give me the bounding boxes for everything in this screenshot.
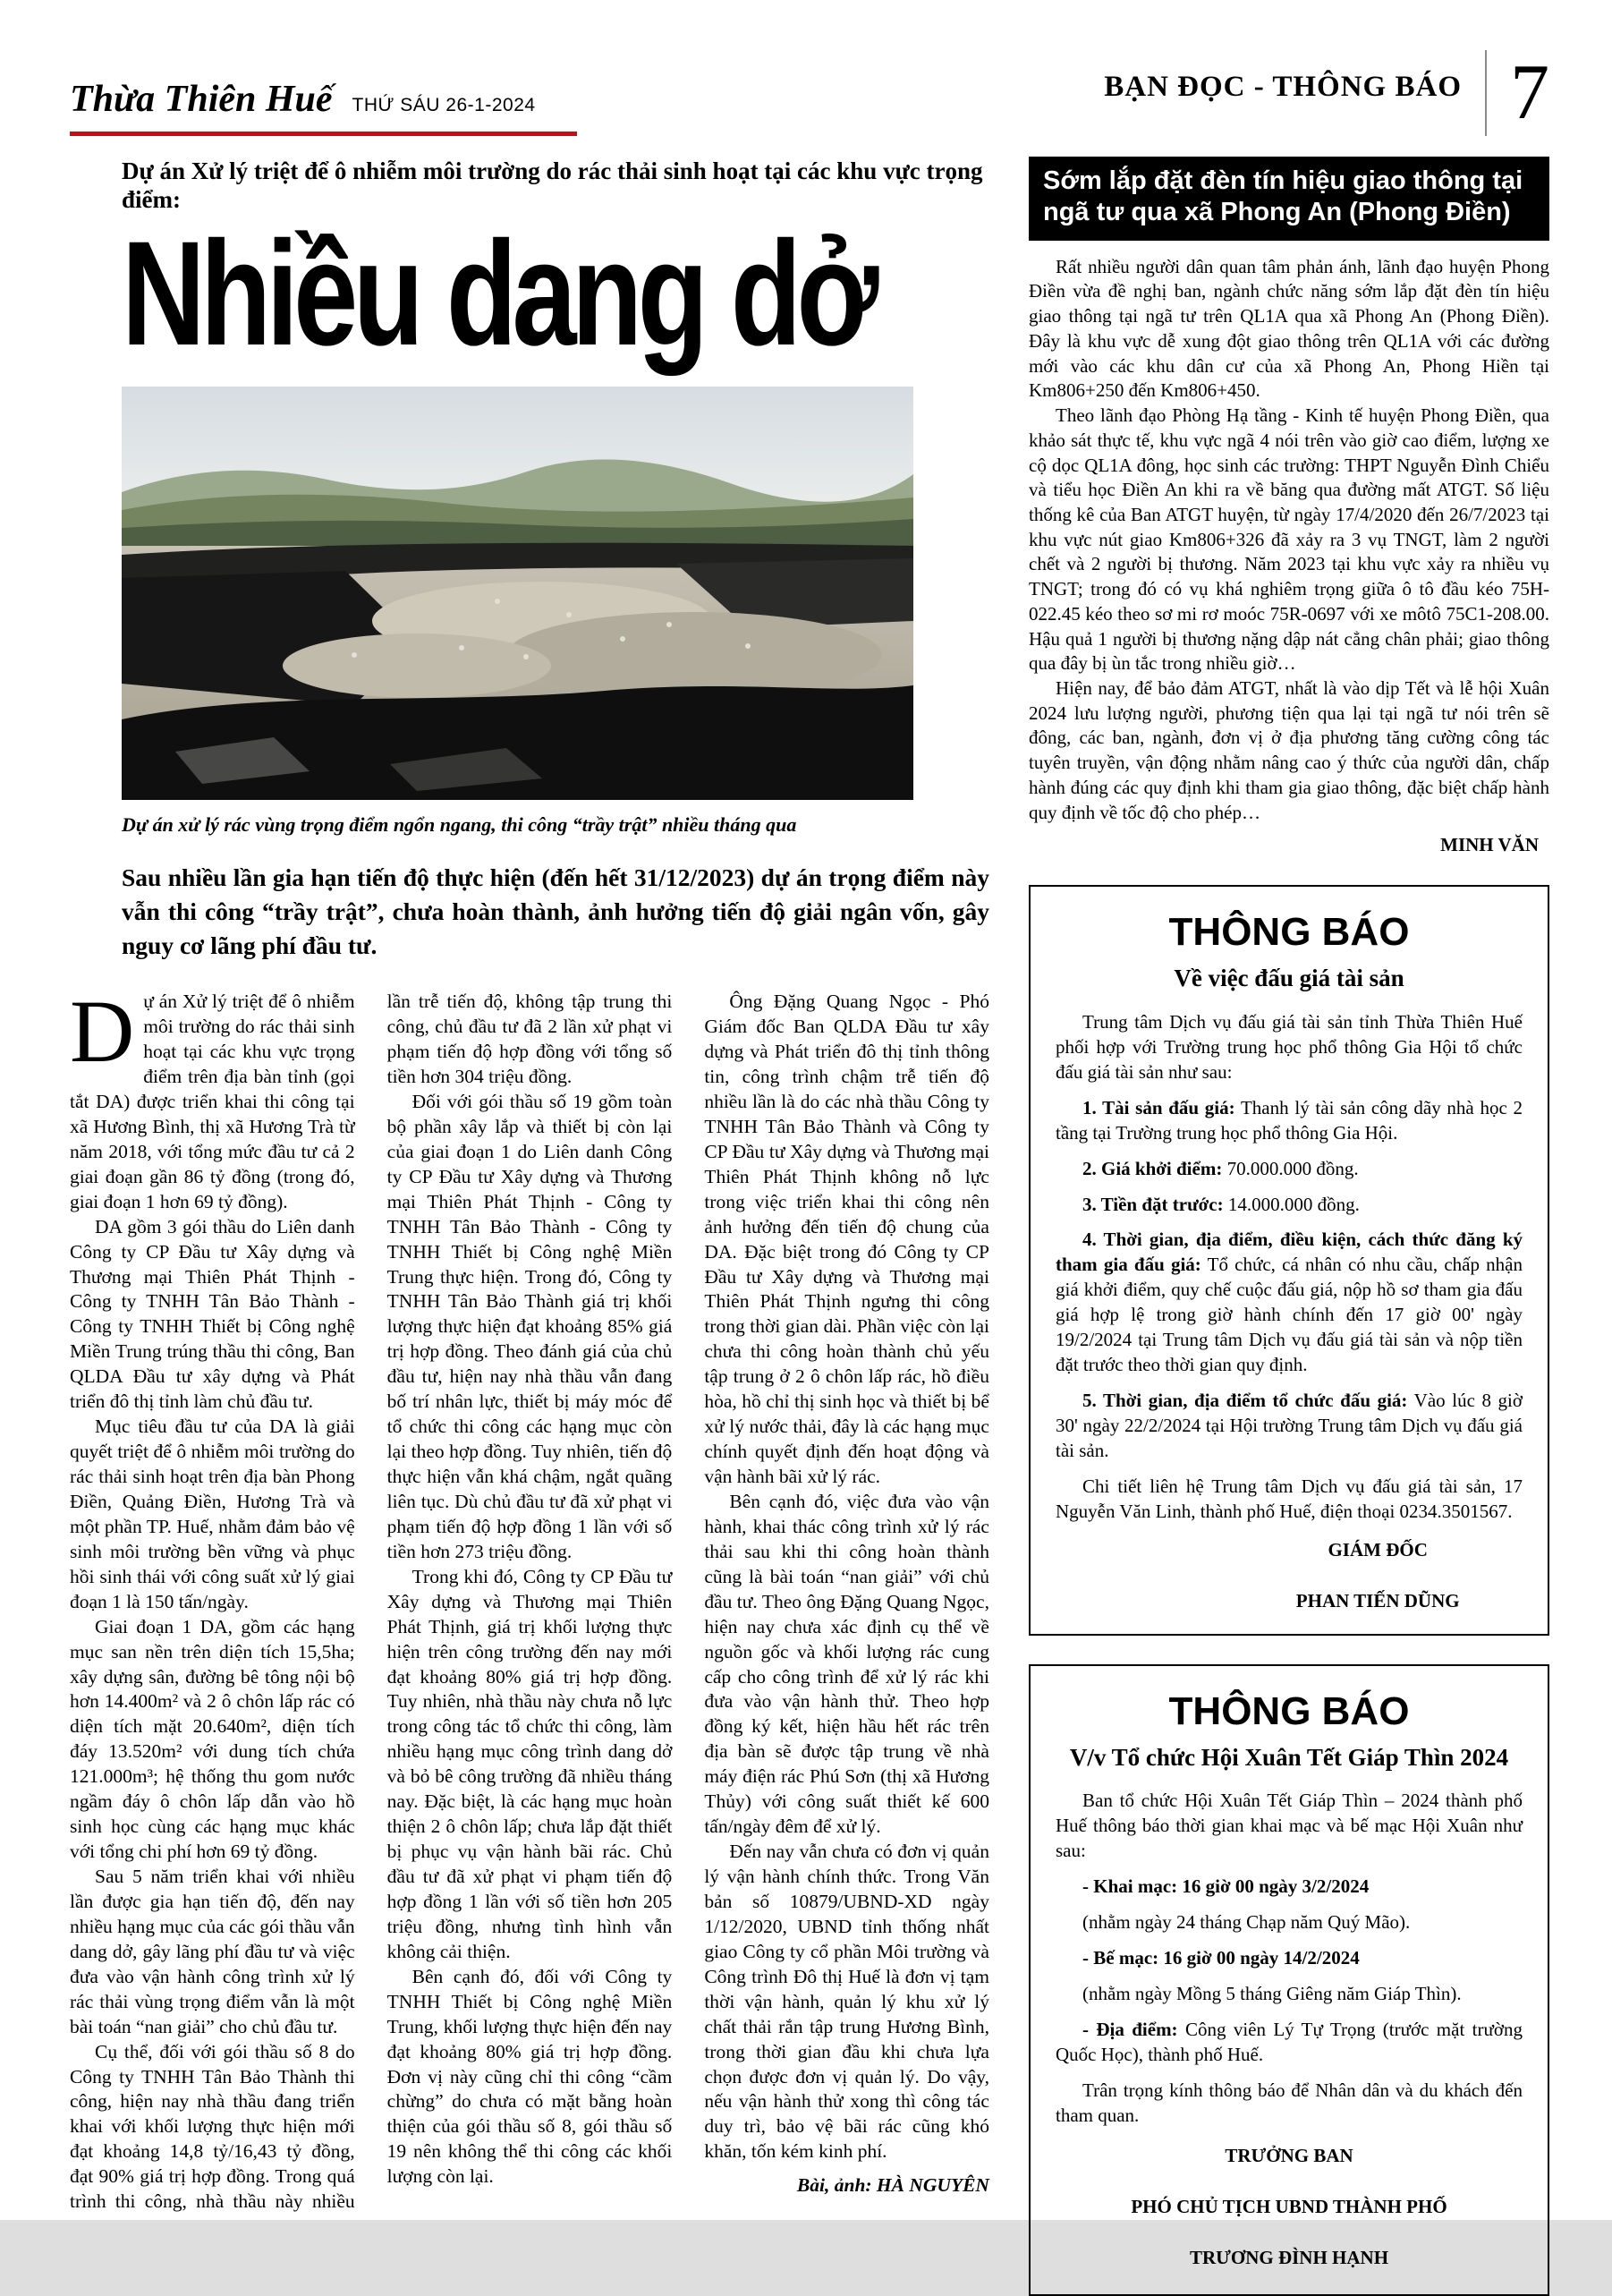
- masthead-block: [70, 78, 577, 136]
- notice-item-text: 70.000.000 đồng.: [1226, 1157, 1359, 1179]
- signature-name: TRƯƠNG ĐÌNH HẠNH: [1189, 2246, 1389, 2268]
- auction-signature-block: [1233, 1539, 1523, 1612]
- issue-date: THỨ SÁU 26-1-2024: [352, 95, 536, 115]
- masthead: Thừa Thiên Huế: [70, 79, 333, 120]
- body-paragraph: Đối với gói thầu số 19 gồm toàn bộ phần xây lắp và thiết bị còn lại của giai đoạn 1 do Liên danh Công ty CP Đầu tư Xây dựng và Thương mại Thiên Phát Thịnh - Công ty TNHH Tân Bảo Thành - Công ty TNHH Thiết bị Công nghệ Miền Trung thực hiện. Trong đó, Công ty TNHH Tân Bảo Thành giá trị khối lượng thực hiện đạt khoảng 85% giá trị hợp đồng. Theo đánh giá của chủ đầu tư, hiện nay nhà thầu vẫn đang bố trí nhân lực, thiết bị máy móc để tổ chức thi công các hạng mục còn lại theo hợp đồng. Tuy nhiên, tiến độ thực hiện vẫn khá chậm, ngắt quãng liên tục. Dù chủ đầu tư đã xử phạt vi phạm tiến độ hợp đồng 1 lần với số tiền hơn 273 triệu đồng.: [386, 1090, 673, 1562]
- notice-item: [1056, 1193, 1523, 1218]
- article-body: [70, 982, 989, 2215]
- body-paragraph: Trong khi đó, Công ty CP Đầu tư Xây dựng và Thương mại Thiên Phát Thịnh, giá trị khối lượng thực hiện trên công trường đến nay mới đạt khoảng 80% giá trị hợp đồng. Tuy nhiên, nhà thầu này chưa nỗ lực trong công tác tổ chức thi công, làm nhiều hạng mục công trình dang dở và bỏ bê công trường đã nhiều tháng nay. Đặc biệt, là các hạng mục hoàn thiện 2 ô chôn lấp; chưa lắp đặt thiết bị phục vụ vận hành bãi rác. Chủ đầu tư đã xử phạt vi phạm tiến độ hợp đồng 1 lần với số tiền hơn 205 triệu đồng, nhưng tình hình vẫn không cải thiện.: [386, 1565, 673, 1962]
- notice-item-label: 3. Tiền đặt trước:: [1082, 1193, 1224, 1215]
- notice-item: [1056, 1228, 1523, 1378]
- right-rail: [1029, 157, 1549, 2296]
- notice-intro: Ban tổ chức Hội Xuân Tết Giáp Thìn – 2024 thành phố Huế thông báo thời gian khai mạc và bế mạc Hội Xuân như sau:: [1056, 1790, 1523, 1862]
- notice-item-label: 2. Giá khởi điểm:: [1082, 1157, 1223, 1179]
- brief-paragraph: Hiện nay, để bảo đảm ATGT, nhất là vào dịp Tết và lễ hội Xuân 2024 lưu lượng người, phương tiện qua lại tại ngã tư nói trên sẽ đông, các ban, ngành, đơn vị ở địa phương tăng cường công tác tuyên truyền, vận động nhằm nâng cao ý thức của người dân, chấp hành đúng các quy định khi tham gia giao thông, đặc biệt chấp hành quy định về tốc độ cho phép…: [1029, 676, 1549, 823]
- signature-role: TRƯỞNG BAN: [1225, 2144, 1353, 2166]
- notice-item-note: (nhằm ngày 24 tháng Chạp năm Quý Mão).: [1082, 1911, 1411, 1934]
- notice-item-label: 5. Thời gian, địa điểm tổ chức đấu giá:: [1082, 1390, 1408, 1412]
- body-paragraph: Đến nay vẫn chưa có đơn vị quản lý vận hành chính thức. Trong Văn bản số 10879/UBND-XD ngày 1/12/2020, UBND tỉnh thống nhất giao Công ty cổ phần Môi trường và Công trình Đô thị Huế là đơn vị tạm thời vận hành, quản lý khu xử lý chất thải rắn tập trung Hương Bình, trong thời gian đầu khi chưa lựa chọn được đơn vị quản lý. Do vậy, nếu vận hành thử xong thì công tác duy trì, bảo vệ bãi rác cũng khó khăn, tốn kém kinh phí.: [704, 1841, 989, 2163]
- main-article: [70, 157, 989, 2296]
- landfill-photo: [122, 387, 913, 800]
- notice-item-label: 1. Tài sản đấu giá:: [1082, 1096, 1235, 1118]
- body-paragraph: Mục tiêu đầu tư của DA là giải quyết triệt để ô nhiễm môi trường do rác thải sinh hoạt trên địa bàn Phong Điền, Quảng Điền, Hương Trà và một phần TP. Huế, nhằm đảm bảo vệ sinh môi trường bền vững và phục hồi sinh thái với công suất xử lý giai đoạn 1 là 150 tấn/ngày.: [70, 1416, 355, 1612]
- traffic-brief: [1029, 157, 1549, 856]
- body-paragraph: Ông Đặng Quang Ngọc - Phó Giám đốc Ban QLDA Đầu tư xây dựng và Phát triển đô thị tỉnh thông tin, công trình chậm trễ tiến độ nhiều lần là do các nhà thầu Công ty TNHH Tân Bảo Thành và Công ty CP Đầu tư Xây dựng và Thương mại Thiên Phát Thịnh không nỗ lực trong việc triển khai thi công nên ảnh hưởng đến tiến độ chung của DA. Đặc biệt trong đó Công ty CP Đầu tư Xây dựng và Thương mại Thiên Phát Thịnh ngưng thi công trong thời gian dài. Phần việc còn lại chưa thi công hoàn thành chủ yếu tập trung ở 2 ô chôn lấp rác, hồ điều hòa, hồ chỉ thị sinh học và thiết bị bể xử lý nước thải, đây là các hạng mục chính quyết định đến hoạt động và vận hành bãi xử lý rác.: [704, 991, 989, 1487]
- auction-notice: [1029, 885, 1549, 1635]
- drop-cap: D: [70, 982, 135, 1082]
- article-top-block: [122, 157, 989, 963]
- signature-role: GIÁM ĐỐC: [1328, 1538, 1428, 1560]
- body-paragraph: Giai đoạn 1 DA, gồm các hạng mục san nền trên diện tích 15,5ha; xây dựng sân, đường bê tông nội bộ hơn 14.400m² và 2 ô chôn lấp rác có diện tích mặt 20.640m², diện tích đáy 13.520m² với dung tích chứa 121.000m³; hệ thống thu gom nước ngầm đáy ô chôn lấp dẫn vào hồ sinh học cùng các hạng mục khác với tổng chi phí hơn 69 tỷ đồng.: [70, 1615, 355, 1863]
- notice-item-text: 14.000.000 đồng.: [1227, 1193, 1360, 1215]
- brief-paragraph: Theo lãnh đạo Phòng Hạ tầng - Kinh tế huyện Phong Điền, qua khảo sát thực tế, khu vực ngã 4 nói trên vào giờ cao điểm, lượng xe cộ dọc QL1A đông, học sinh các trường: THPT Nguyễn Đình Chiểu và tiểu học Điền An khi ra về băng qua đường mất ATGT. Số liệu thống kê của Ban ATGT huyện, từ ngày 17/4/2020 đến 26/7/2023 tại khu vực nút giao Km806+326 đã xảy ra 3 vụ TNGT, làm 2 người chết và 2 người bị thương. Năm 2023 tại khu vực xảy ra nhiều vụ TNGT; trong đó có vụ khá nghiêm trọng giữa ô tô đầu kéo 75H-022.45 kéo theo sơ mi rơ moóc 75R-0697 với xe môtô 75C1-208.00. Hậu quả 1 người bị thương nặng dập nát cẳng chân phải; giao thông qua đây bị ùn tắc trong nhiều giờ…: [1029, 404, 1549, 675]
- notice-item-text: Tổ chức, cá nhân có nhu cầu, chấp nhận giá khởi điểm, quy chế cuộc đấu giá, nộp hồ sơ tham gia đấu giá hợp lệ trong giờ hành chính đến 17 giờ 00' ngày 19/2/2024 tại Trung tâm Dịch vụ đấu giá tài sản và nộp tiền đặt trước theo thời gian quy định.: [1056, 1254, 1523, 1376]
- festival-notice: [1029, 1664, 1549, 2296]
- body-paragraph: [70, 982, 355, 1214]
- section-block: [1104, 50, 1549, 136]
- body-paragraph: Bên cạnh đó, đối với Công ty TNHH Thiết bị Công nghệ Miền Trung, khối lượng thực hiện đến nay đạt khoảng 80% giá trị hợp đồng. Đơn vị này cũng chỉ thi công “cầm chừng” do chưa có mặt bằng hoàn thiện của gói thầu số 8, gói thầu số 19 nên không thể thi công các khối lượng còn lại.: [386, 1965, 673, 2188]
- festival-signature-block: [1056, 2145, 1523, 2269]
- main-content: [70, 157, 1549, 2296]
- body-paragraph: Sau 5 năm triển khai với nhiều lần được gia hạn tiến độ, đến nay nhiều hạng mục của các gói thầu vẫn dang dở, gây lãng phí đầu tư và việc đưa vào vận hành công trình xử lý rác thải vùng trọng điểm vẫn là một bài toán “nan giải” cho chủ đầu tư.: [70, 1866, 355, 2037]
- brief-title: Sớm lắp đặt đèn tín hiệu giao thông tại ngã tư qua xã Phong An (Phong Điền): [1029, 157, 1549, 241]
- brief-body: [1029, 255, 1549, 826]
- article-headline: Nhiều dang dở: [122, 210, 875, 377]
- notice-item: [1056, 1096, 1523, 1146]
- article-kicker: Dự án Xử lý triệt để ô nhiễm môi trường do rác thải sinh hoạt tại các khu vực trọng điểm:: [122, 157, 983, 214]
- auction-notice-subtitle: Về việc đấu giá tài sản: [1174, 965, 1404, 992]
- notice-outro: Trân trọng kính thông báo để Nhân dân và du khách đến tham quan.: [1056, 2079, 1523, 2126]
- page-number: 7: [1510, 49, 1549, 137]
- body-paragraph: DA gồm 3 gói thầu do Liên danh Công ty CP Đầu tư Xây dựng và Thương mại Thiên Phát Thịnh - Công ty TNHH Tân Bảo Thành - Công ty TNHH Thiết bị Công nghệ Miền Trung trúng thầu thi công, Ban QLDA Đầu tư xây dựng và Phát triển đô thị tỉnh làm chủ đầu tư.: [70, 1215, 355, 1413]
- festival-notice-subtitle: V/v Tổ chức Hội Xuân Tết Giáp Thìn 2024: [1069, 1743, 1509, 1771]
- festival-notice-body: [1056, 1789, 1523, 2128]
- notice-item: [1056, 1157, 1523, 1182]
- notice-item-label: 4. Thời gian, địa điểm, điều kiện, cách thức đăng ký tham gia đấu giá:: [1056, 1229, 1523, 1276]
- brief-signature: MINH VĂN: [1440, 834, 1539, 856]
- signature-role: PHÓ CHỦ TỊCH UBND THÀNH PHỐ: [1131, 2195, 1447, 2217]
- notice-item: [1056, 2018, 1523, 2068]
- notice-intro: Trung tâm Dịch vụ đấu giá tài sản tỉnh Thừa Thiên Huế phối hợp với Trường trung học phổ thông Gia Hội tổ chức đấu giá tài sản như sau:: [1056, 1011, 1523, 1083]
- body-paragraph: Bên cạnh đó, việc đưa vào vận hành, khai thác công trình xử lý rác thải sau khi thi công hoàn thành cũng là bài toán “nan giải” với chủ đầu tư. Theo ông Đặng Quang Ngọc, hiện nay chưa xác định cụ thể về nguồn gốc và khối lượng rác cung cấp cho công trình để xử lý rác khi đưa vào vận hành thử. Theo hợp đồng ký kết, hiện hầu hết rác trên địa bàn sẽ được tập trung về nhà máy điện rác Phú Sơn (thị xã Hương Thủy) với công suất thiết kế 600 tấn/ngày đêm để xử lý.: [704, 1490, 989, 1838]
- auction-notice-body: [1056, 1010, 1523, 1525]
- notice-item: - Khai mạc: 16 giờ 00 ngày 3/2/2024: [1082, 1875, 1370, 1898]
- notice-item: - Bế mạc: 16 giờ 00 ngày 14/2/2024: [1082, 1946, 1360, 1969]
- notice-item-text: Công viên Lý Tự Trọng (trước mặt trường Quốc Học), thành phố Huế.: [1056, 2018, 1523, 2065]
- page-number-divider: [1485, 50, 1487, 136]
- festival-notice-title: THÔNG BÁO: [1168, 1688, 1410, 1733]
- body-paragraph: Cụ thể, đối với gói thầu số 8 do Công ty TNHH Tân Bảo Thành thi công, hiện nay nhà thầu đang triển khai với khối lượng thực hiện mới đạt khoảng 14,8 tỷ/16,43 tỷ đồng, đạt 90% giá trị hợp đồng. Trong quá trình thi công, nhà thầu này nhiều lần trễ tiến độ, không tập trung thi công, chủ đầu tư đã 2 lần xử phạt vi phạm tiến độ hợp đồng với tổng số tiền hơn 304 triệu đồng.: [70, 991, 673, 2213]
- page-header: [70, 50, 1549, 136]
- article-lead: Sau nhiều lần gia hạn tiến độ thực hiện (đến hết 31/12/2023) dự án trọng điểm này vẫn thi công “trầy trật”, chưa hoàn thành, ảnh hưởng tiến độ giải ngân vốn, gây nguy cơ lãng phí đầu tư.: [122, 863, 989, 960]
- notice-item-label: - Địa điểm:: [1082, 2018, 1178, 2040]
- signature-name: PHAN TIẾN DŨNG: [1295, 1589, 1460, 1611]
- photo-caption: Dự án xử lý rác vùng trọng điểm ngổn ngang, thi công “trầy trật” nhiều tháng qua: [122, 812, 797, 836]
- notice-item: [1056, 1389, 1523, 1464]
- body-paragraph-text: ự án Xử lý triệt để ô nhiễm môi trường do rác thải sinh hoạt tại các khu vực trọng điểm trên địa bàn tỉnh (gọi tắt DA) được triển khai thi công tại xã Hương Bình, thị xã Hương Trà từ năm 2018, với tổng mức đầu tư cả 2 giai đoạn gần 86 tỷ đồng (trong đó, giai đoạn 1 hơn 69 tỷ đồng).: [70, 991, 355, 1212]
- article-photo-frame: [122, 387, 913, 800]
- notice-item-note: (nhằm ngày Mồng 5 tháng Giêng năm Giáp Thìn).: [1082, 1982, 1462, 2004]
- auction-notice-title: THÔNG BÁO: [1168, 910, 1410, 955]
- article-byline: Bài, ảnh: HÀ NGUYÊN: [796, 2174, 989, 2197]
- notice-item-text: Thanh lý tài sản công dãy nhà học 2 tầng tại Trường trung học phổ thông Gia Hội.: [1056, 1096, 1523, 1144]
- section-title: BẠN ĐỌC - THÔNG BÁO: [1104, 70, 1462, 103]
- brief-paragraph: Rất nhiều người dân quan tâm phản ánh, lãnh đạo huyện Phong Điền vừa đề nghị ban, ngành chức năng sớm lắp đặt đèn tín hiệu giao thông tại ngã tư trên QL1A qua xã Phong An (Phong Điền). Đây là khu vực dễ xung đột giao thông trên QL1A với các đường mới vào các khu dân cư của xã Phong An, Phong Hiền tại Km806+250 đến Km806+450.: [1029, 255, 1549, 402]
- notice-item-text: Vào lúc 8 giờ 30' ngày 22/2/2024 tại Hội trường Trung tâm Dịch vụ đấu giá tài sản.: [1056, 1390, 1523, 1461]
- notice-contact: Chi tiết liên hệ Trung tâm Dịch vụ đấu giá tài sản, 17 Nguyễn Văn Linh, thành phố Huế, điện thoại 0234.3501567.: [1056, 1475, 1523, 1522]
